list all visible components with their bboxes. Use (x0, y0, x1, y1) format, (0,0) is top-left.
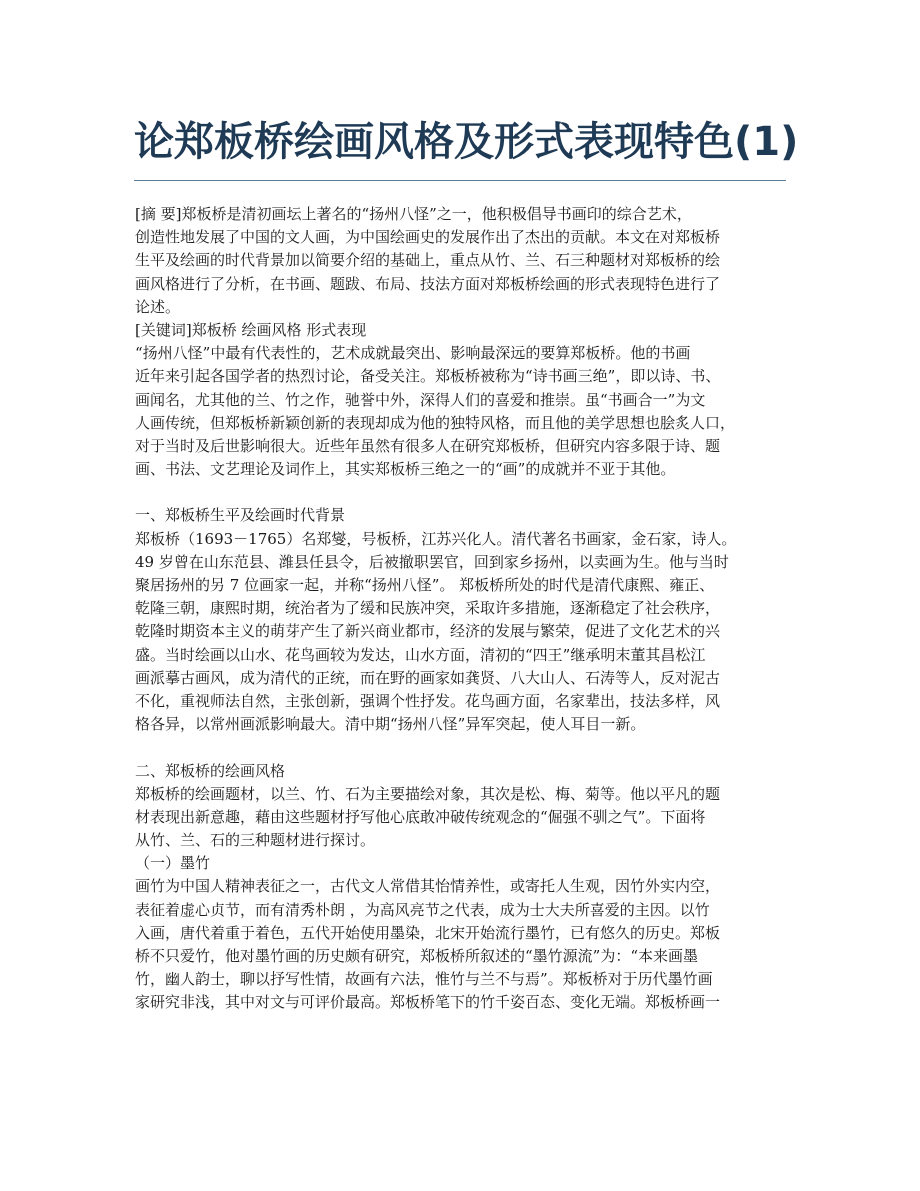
text-line: 材表现出新意趣，藉由这些题材抒写他心底敢冲破传统观念的“倔强不驯之气”。下面将 (135, 807, 706, 826)
text-line: 盛。当时绘画以山水、花鸟画较为发达，山水方面，清初的“四王”继承明末董其昌松江 (135, 645, 706, 664)
text-line: （一）墨竹 (135, 854, 211, 873)
text-line: 乾隆三朝，康熙时期，统治者为了缓和民族冲突，采取许多措施，逐渐稳定了社会秩序， (135, 599, 721, 618)
blank-line (135, 736, 787, 759)
text-line: 人画传统，但郑板桥新颖创新的表现却成为他的独特风格，而且他的美学思想也脍炙人口， (135, 413, 736, 432)
text-line: “扬州八怪”中最有代表性的，艺术成就最突出、影响最深远的要算郑板桥。他的书画 (135, 344, 691, 363)
text-line: 创造性地发展了中国的文人画，为中国绘画史的发展作出了杰出的贡献。本文在对郑板桥 (135, 228, 721, 247)
text-line: [摘 要]郑板桥是清初画坛上著名的“扬州八怪”之一，他积极倡导书画印的综合艺术， (135, 205, 692, 223)
text-line: 郑板桥的绘画题材，以兰、竹、石为主要描绘对象，其次是松、梅、菊等。他以平凡的题 (135, 784, 721, 803)
text-line: 生平及绘画的时代背景加以简要介绍的基础上，重点从竹、兰、石三种题材对郑板桥的绘 (135, 251, 721, 270)
text-line: 49 岁曾在山东范县、潍县任县令，后被撤职罢官，回到家乡扬州，以卖画为生。他与当时 (135, 552, 729, 571)
document-title: 论郑板桥绘画风格及形式表现特色(1) (134, 119, 799, 165)
text-line: 聚居扬州的另 7 位画家一起，并称“扬州八怪”。 郑板桥所处的时代是清代康熙、雍正、 (135, 576, 715, 594)
text-line: 画竹为中国人精神表征之一，古代文人常借其怡情养性，或寄托人生观，因竹外实内空， (135, 877, 721, 896)
text-line: 竹，幽人韵士，聊以抒写性情，故画有六法，惟竹与兰不与焉”。郑板桥对于历代墨竹画 (135, 970, 713, 989)
text-line: 一、郑板桥生平及绘画时代背景 (135, 506, 346, 525)
text-line: [关键词]郑板桥 绘画风格 形式表现 (135, 320, 367, 339)
text-line: 桥不只爱竹，他对墨竹画的历史颇有研究，郑板桥所叙述的“墨竹源流”为：“本来画墨 (135, 947, 699, 965)
text-line: 表征着虚心贞节，而有清秀朴朗 ，为高风亮节之代表，成为士大夫所喜爱的主因。以竹 (135, 900, 710, 919)
text-line: 画风格进行了分析，在书画、题跋、布局、技法方面对郑板桥绘画的形式表现特色进行了 (135, 274, 721, 293)
text-line: 格各异，以常州画派影响最大。清中期“扬州八怪”异军突起，使人耳目一新。 (135, 715, 646, 734)
text-line: 乾隆时期资本主义的萌芽产生了新兴商业都市，经济的发展与繁荣，促进了文化艺术的兴 (135, 622, 721, 641)
text-line: 二、郑板桥的绘画风格 (135, 761, 286, 780)
text-line: 近年来引起各国学者的热烈讨论，备受关注。郑板桥被称为“诗书画三绝”，即以诗、书、 (135, 367, 721, 386)
text-line: 入画，唐代着重于着色，五代开始使用墨染，北宋开始流行墨竹，已有悠久的历史。郑板 (135, 923, 721, 942)
text-line: 画派摹古画风，成为清代的正统，而在野的画家如龚贤、八大山人、石涛等人，反对泥古 (135, 668, 721, 687)
text-line: 从竹、兰、石的三种题材进行探讨。 (135, 831, 376, 850)
document-body (135, 203, 787, 1015)
text-line: 不化，重视师法自然，主张创新，强调个性抒发。花鸟画方面，名家辈出，技法多样，风 (135, 691, 721, 710)
text-line: 郑板桥（1693－1765）名郑燮，号板桥，江苏兴化人。清代著名书画家，金石家，诗人。 (135, 529, 737, 548)
text-line: 画闻名，尤其他的兰、竹之作，驰誉中外，深得人们的喜爱和推崇。虽“书画合一”为文 (135, 390, 706, 409)
text-line: 画、书法、文艺理论及词作上，其实郑板桥三绝之一的“画”的成就并不亚于其他。 (135, 460, 676, 479)
blank-line (135, 481, 787, 504)
text-line: 论述。 (135, 297, 181, 316)
text-line: 家研究非浅，其中对文与可评价最高。郑板桥笔下的竹千姿百态、变化无端。郑板桥画一 (135, 993, 721, 1012)
title-divider (134, 180, 786, 181)
text-line: 对于当时及后世影响很大。近些年虽然有很多人在研究郑板桥，但研究内容多限于诗、题 (135, 436, 721, 455)
